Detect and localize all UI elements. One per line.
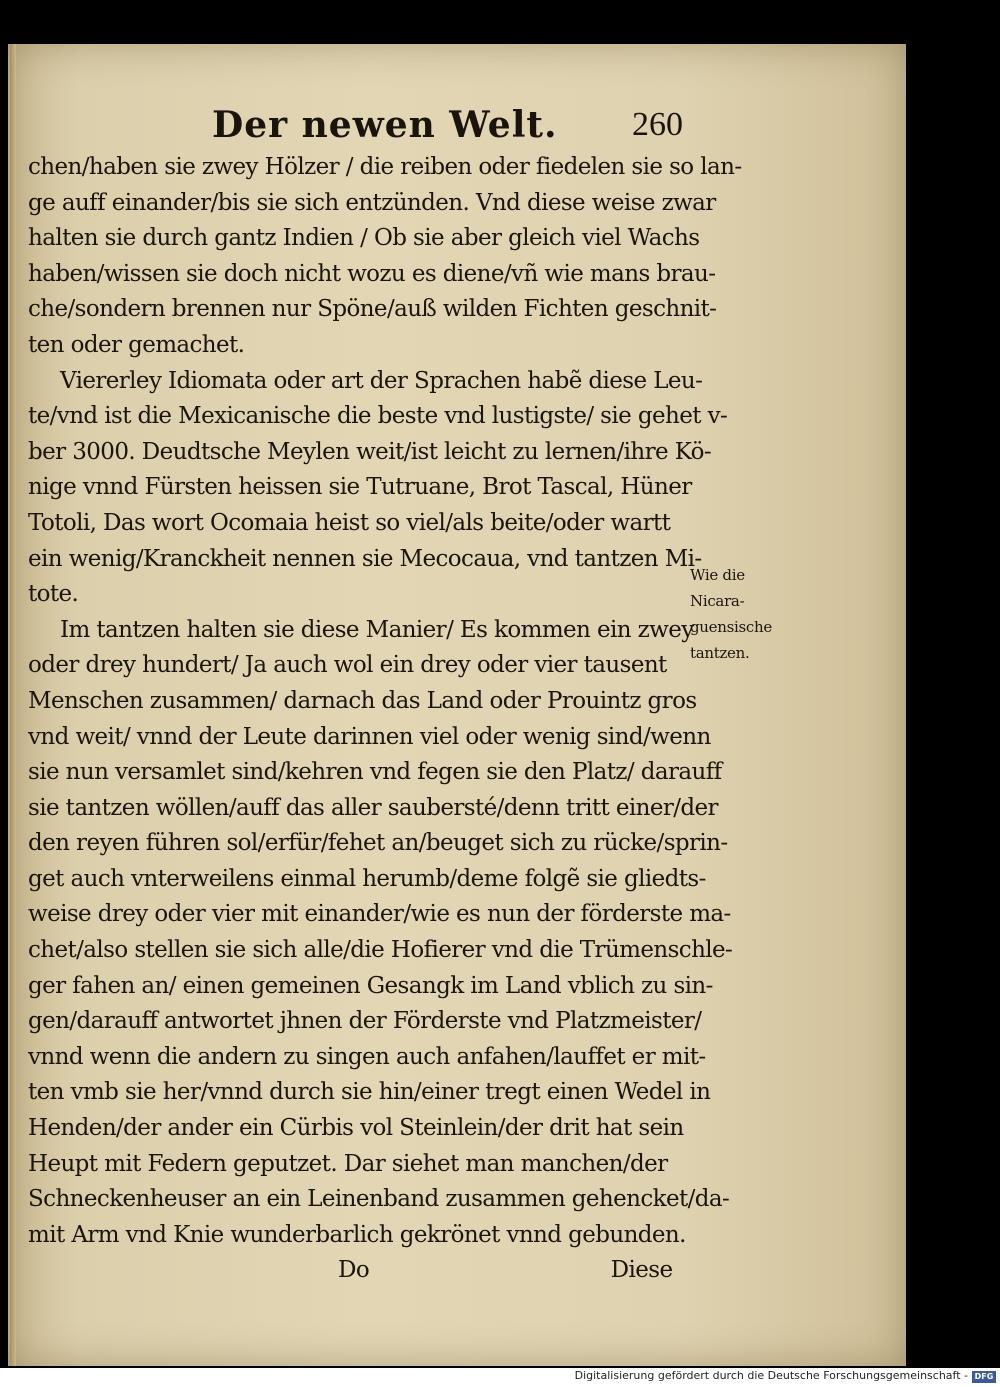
- marginal-note-line: tantzen.: [690, 644, 750, 662]
- text-line: ein wenig/Kranckheit nennen sie Mecocaua, vnd tantzen Mi-: [28, 545, 702, 572]
- page-edge: [10, 44, 16, 1366]
- text-line: den reyen führen sol/erfür/fehet an/beuget sich zu rücke/sprin-: [28, 830, 728, 857]
- text-line: vnnd wenn die andern zu singen auch anfahen/lauffet er mit-: [28, 1043, 706, 1070]
- text-line: vnd weit/ vnnd der Leute darinnen viel oder wenig sind/wenn: [28, 723, 711, 750]
- catchword-line: Do Diese: [338, 1257, 673, 1284]
- text-line: Schneckenheuser an ein Leinenband zusammen gehencket/da-: [28, 1186, 730, 1213]
- running-head: [0, 104, 906, 150]
- text-line: get auch vnterweilens einmal herumb/deme folgẽ sie gliedts-: [28, 865, 706, 892]
- text-line: te/vnd ist die Mexicanische die beste vnd lustigste/ sie gehet v-: [28, 403, 728, 430]
- text-line: ten vmb sie her/vnnd durch sie hin/einer tregt einen Wedel in: [28, 1079, 711, 1106]
- funding-credit: Digitalisierung gefördert durch die Deutsche Forschungsgemeinschaft -: [574, 1369, 968, 1382]
- text-line: chen/haben sie zwey Hölzer / die reiben oder fiedelen sie so lan-: [28, 154, 742, 180]
- marginal-note: [690, 562, 780, 666]
- text-line: chet/also stellen sie sich alle/die Hofierer vnd die Trümenschle-: [28, 937, 733, 964]
- text-line: sie nun versamlet sind/kehren vnd fegen sie den Platz/ darauff: [28, 759, 722, 786]
- text-line: Im tantzen halten sie diese Manier/ Es kommen ein zwey: [60, 616, 694, 643]
- text-line: weise drey oder vier mit einander/wie es nun der förderste ma-: [28, 901, 731, 928]
- text-line: Henden/der ander ein Cürbis vol Steinlein/der drit hat sein: [28, 1115, 684, 1142]
- text-line: sie tantzen wöllen/auff das aller saubersté/denn tritt einer/der: [28, 794, 718, 821]
- page-number: 260: [632, 106, 683, 143]
- text-line: ber 3000. Deudtsche Meylen weit/ist leicht zu lernen/ihre Kö-: [28, 438, 712, 465]
- text-line: Heupt mit Federn geputzet. Dar siehet man manchen/der: [28, 1150, 668, 1177]
- text-line: Menschen zusammen/ darnach das Land oder Prouintz gros: [28, 687, 697, 714]
- dfg-logo-icon[interactable]: DFG: [972, 1371, 996, 1383]
- text-line: halten sie durch gantz Indien / Ob sie aber gleich viel Wachs: [28, 225, 700, 252]
- text-line: gen/darauff antwortet jhnen der Förderste vnd Platzmeister/: [28, 1008, 702, 1035]
- page-header-title: Der newen Welt.: [212, 104, 558, 146]
- text-line: oder drey hundert/ Ja auch wol ein drey oder vier tausent: [28, 652, 667, 679]
- text-line: ge auff einander/bis sie sich entzünden. Vnd diese weise zwar: [28, 189, 716, 216]
- text-line: nige vnnd Fürsten heissen sie Tutruane, Brot Tascal, Hüner: [28, 474, 692, 501]
- text-line: mit Arm vnd Knie wunderbarlich gekrönet vnnd gebunden.: [28, 1221, 686, 1248]
- text-line: Totoli, Das wort Ocomaia heist so viel/als beite/oder wartt: [28, 509, 671, 536]
- text-line: ger fahen an/ einen gemeinen Gesangk im Land vblich zu sin-: [28, 972, 713, 999]
- marginal-note-line: Nicara-: [690, 592, 745, 610]
- footer-bar: [0, 1368, 1000, 1387]
- marginal-note-line: Wie die: [690, 566, 745, 584]
- text-line: Viererley Idiomata oder art der Sprachen habẽ diese Leu-: [60, 367, 703, 394]
- text-line: haben/wissen sie doch nicht wozu es diene/vñ wie mans brau-: [28, 260, 716, 287]
- text-line: tote.: [28, 581, 79, 608]
- text-line: ten oder gemachet.: [28, 331, 245, 358]
- marginal-note-line: guensische: [690, 618, 772, 636]
- text-line: che/sondern brennen nur Spöne/auß wilden Fichten geschnit-: [28, 296, 717, 323]
